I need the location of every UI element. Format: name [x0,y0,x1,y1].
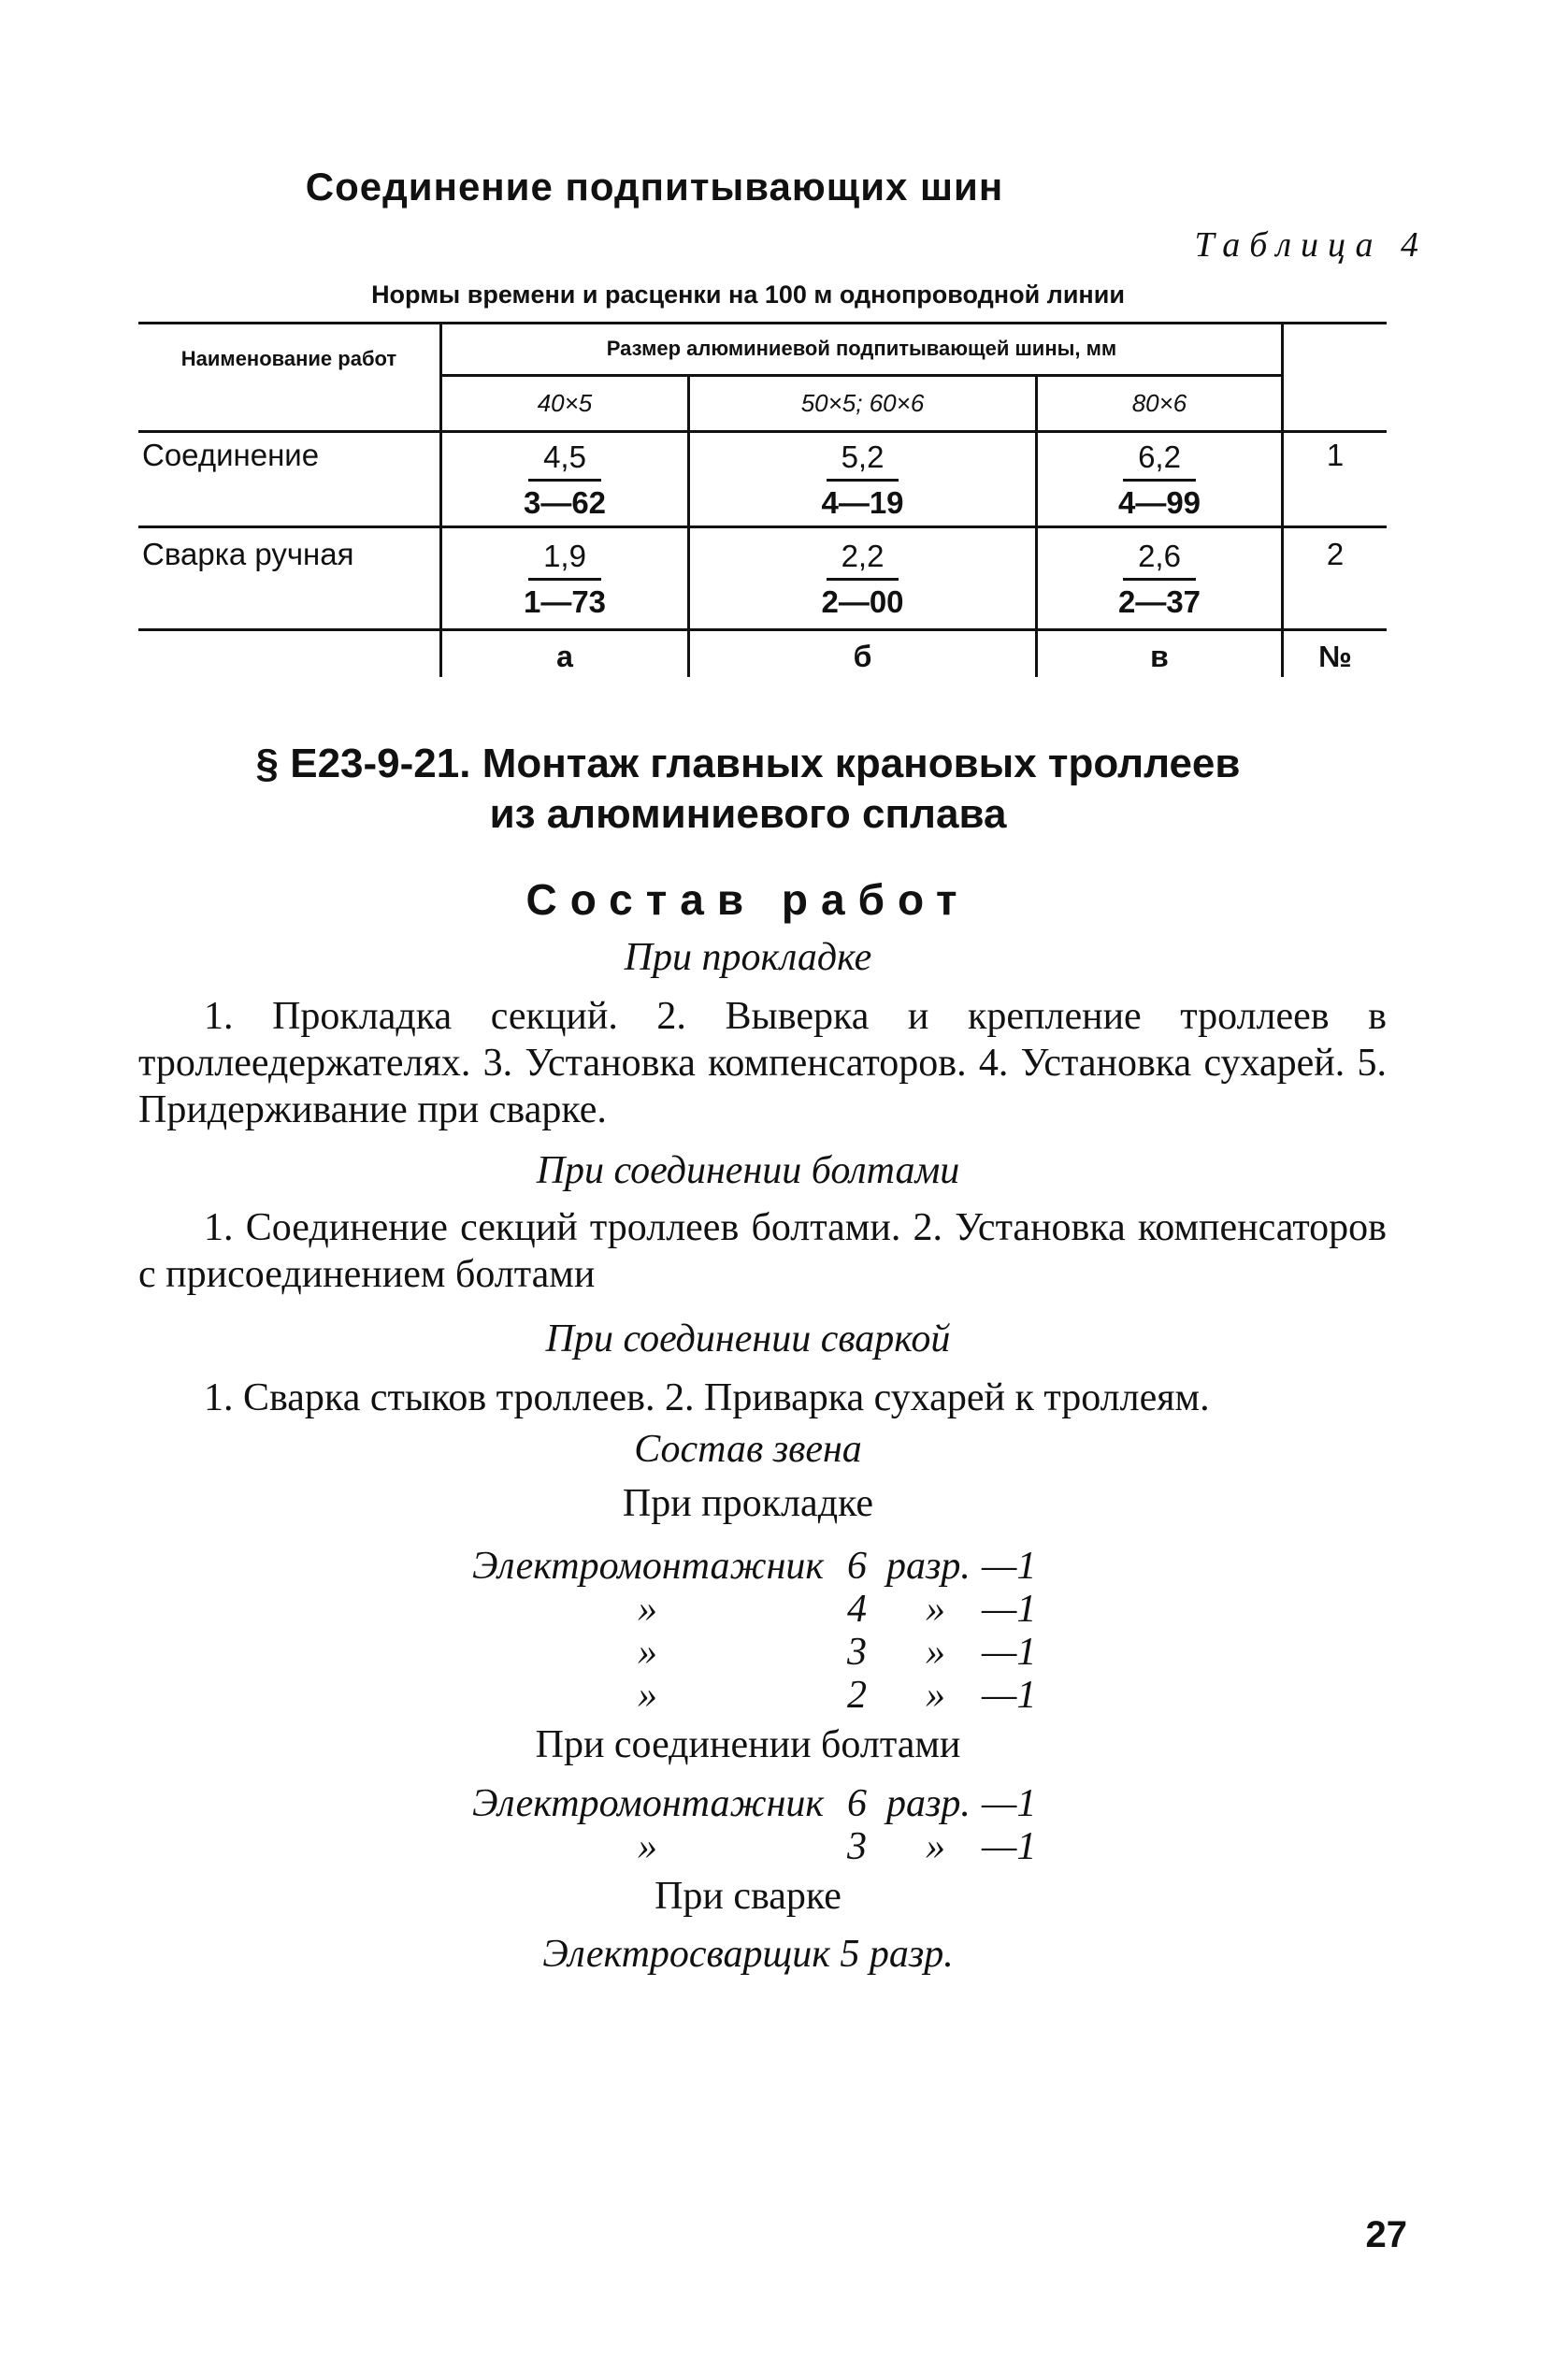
crew-count: —1 [982,1545,1037,1588]
table-number: Таблица 4 [1194,225,1428,265]
crew-role: Электромонтажник [472,1545,825,1588]
composition-heading: Состав работ [525,875,971,924]
crew-grade: 6 [847,1782,867,1825]
header-size-2: 50×5; 60×6 [800,389,925,417]
crew-unit: » [926,1674,945,1717]
group-text-laying: 1. Прокладка секций. 2. Выверка и крепление троллеев в троллеедержателях. 3. Установка компенсаторов. 4. Установка сухарей. 5. Придерживание при сварке. [138,995,1387,1131]
group-text-welding: 1. Сварка стыков троллеев. 2. Приварка сухарей к троллеям. [204,1376,1210,1419]
header-work-name: Наименование работ [180,347,397,370]
crew-grade: 4 [847,1588,867,1631]
row-number: 1 [1326,438,1345,472]
crew-role: » [638,1588,657,1631]
crew-role: » [638,1631,657,1674]
crew-role: » [638,1674,657,1717]
crew-unit: » [926,1631,945,1674]
crew-role: » [638,1825,657,1868]
crew-grade: 3 [847,1825,867,1868]
crew-unit: » [926,1825,945,1868]
rate-cell: $\frac{2,2}{2—00}$ [690,535,1035,624]
group-heading-welding: При соединении сваркой [545,1317,951,1360]
crew-unit: » [926,1588,945,1631]
crew-count: —1 [982,1631,1037,1674]
rate-cell: $\frac{2,6}{2—37}$ [1038,535,1281,624]
crew-bolts-heading: При соединении болтами [535,1723,961,1766]
crew-weld-line: Электросварщик 5 разр. [542,1933,954,1976]
table-title: Соединение подпитывающих шин [305,165,1004,209]
crew-grade: 6 [847,1545,867,1588]
rate-cell: $\frac{4,5}{3—62}$ [442,436,687,525]
column-letter: а [556,640,573,673]
row-name-manual-welding: Сварка ручная [142,537,354,571]
group-text-bolts: 1. Соединение секций троллеев болтами. 2. Установка компенсаторов с присоединением болтами [138,1206,1387,1296]
crew-count: —1 [982,1674,1037,1717]
crew-unit: разр. [886,1782,971,1825]
column-letter: б [853,640,872,673]
header-bus-size: Размер алюминиевой подпитывающей шины, мм [606,337,1117,360]
section-heading: § Е23-9-21. Монтаж главных крановых троллеев из алюминиевого сплава [255,741,1241,837]
crew-role: Электромонтажник [472,1782,825,1825]
column-letter: в [1150,640,1169,673]
group-heading-laying: При прокладке [624,936,872,979]
crew-laying-heading: При прокладке [622,1482,874,1525]
rate-cell: $\frac{1,9}{1—73}$ [442,535,687,624]
crew-grade: 2 [847,1674,867,1717]
rate-cell: $\frac{5,2}{4—19}$ [690,436,1035,525]
crew-count: —1 [982,1588,1037,1631]
column-number-label: № [1318,640,1352,673]
page-number: 27 [1365,2214,1407,2255]
crew-heading: Состав звена [634,1428,862,1471]
table-subtitle: Нормы времени и расценки на 100 м однопроводной линии [371,281,1125,309]
row-name-joining: Соединение [142,438,320,472]
crew-count: —1 [982,1782,1037,1825]
header-size-1: 40×5 [537,389,593,417]
rate-cell: $\frac{6,2}{4—99}$ [1038,436,1281,525]
crew-count: —1 [982,1825,1037,1868]
crew-grade: 3 [847,1631,867,1674]
header-size-3: 80×6 [1131,389,1187,417]
row-number: 2 [1326,537,1345,571]
group-heading-bolts: При соединении болтами [536,1149,960,1192]
crew-unit: разр. [886,1545,971,1588]
crew-weld-heading: При сварке [655,1875,842,1918]
